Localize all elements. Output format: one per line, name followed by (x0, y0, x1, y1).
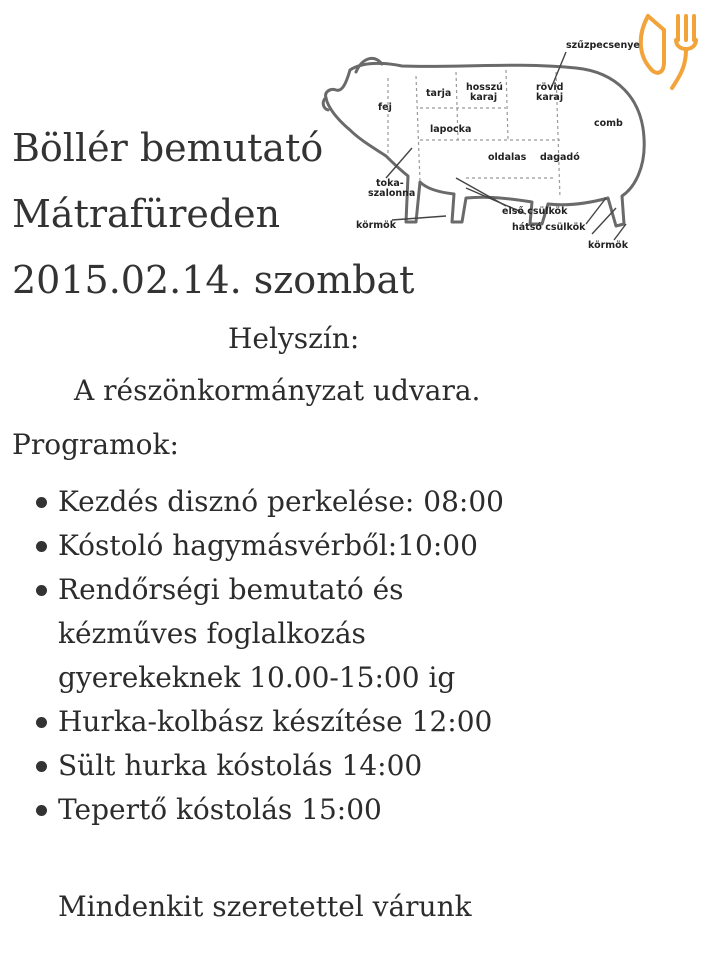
label-kormok-left: körmök (356, 220, 397, 231)
list-item (36, 524, 618, 568)
program-text: Sült hurka kóstolás 14:00 (58, 749, 423, 782)
label-kormok-right: körmök (588, 240, 629, 251)
list-item (36, 480, 618, 524)
label-hatso-csulkok: hátsó csülkök (512, 222, 586, 233)
label-karaj-1: karaj (470, 92, 498, 103)
bullet-dot-icon (36, 805, 47, 816)
title-date: 2015.02.14. szombat (12, 258, 415, 302)
list-item (36, 568, 618, 700)
label-comb: comb (594, 118, 623, 129)
bullet-dot-icon (36, 717, 47, 728)
programs-heading: Programok: (12, 428, 179, 461)
label-rovid: rövid (536, 82, 564, 93)
bullet-dot-icon (36, 541, 47, 552)
label-dagado: dagadó (540, 152, 580, 163)
label-fej: fej (378, 102, 392, 113)
label-rovid-karaj (536, 82, 567, 103)
pig-cuts-diagram (316, 28, 656, 256)
label-szuzpecsenye: szűzpecsenye (566, 40, 640, 51)
label-toka: toka- (376, 178, 404, 189)
program-text: Tepertő kóstolás 15:00 (58, 793, 382, 826)
programs-list (36, 480, 618, 832)
program-text: Rendőrségi bemutató és kézműves foglalkozás gyerekeknek 10.00-15:00 ig (58, 573, 456, 694)
label-lapocka: lapocka (430, 124, 472, 135)
list-item (36, 744, 618, 788)
label-karaj-2: karaj (536, 92, 564, 103)
label-oldalas: oldalas (488, 152, 527, 163)
program-text: Hurka-kolbász készítése 12:00 (58, 705, 493, 738)
label-elso-csulkok: első csülkök (502, 206, 568, 217)
label-hosszu: hosszú (466, 82, 503, 93)
label-szalonna: szalonna (368, 188, 416, 199)
bullet-dot-icon (36, 761, 47, 772)
list-item (36, 788, 618, 832)
closing-text: Mindenkit szeretettel várunk (58, 890, 472, 923)
program-text: Kóstoló hagymásvérből:10:00 (58, 529, 478, 562)
bullet-dot-icon (36, 497, 47, 508)
title-line-1: Böllér bemutató (12, 126, 324, 170)
bullet-dot-icon (36, 585, 47, 596)
list-item (36, 700, 618, 744)
venue-value: A részönkormányzat udvara. (74, 374, 481, 407)
label-hosszu-karaj (466, 82, 506, 103)
title-line-2: Mátrafüreden (12, 192, 281, 236)
venue-label: Helyszín: (228, 322, 360, 355)
label-tarja: tarja (426, 88, 452, 99)
program-text: Kezdés disznó perkelése: 08:00 (58, 485, 504, 518)
